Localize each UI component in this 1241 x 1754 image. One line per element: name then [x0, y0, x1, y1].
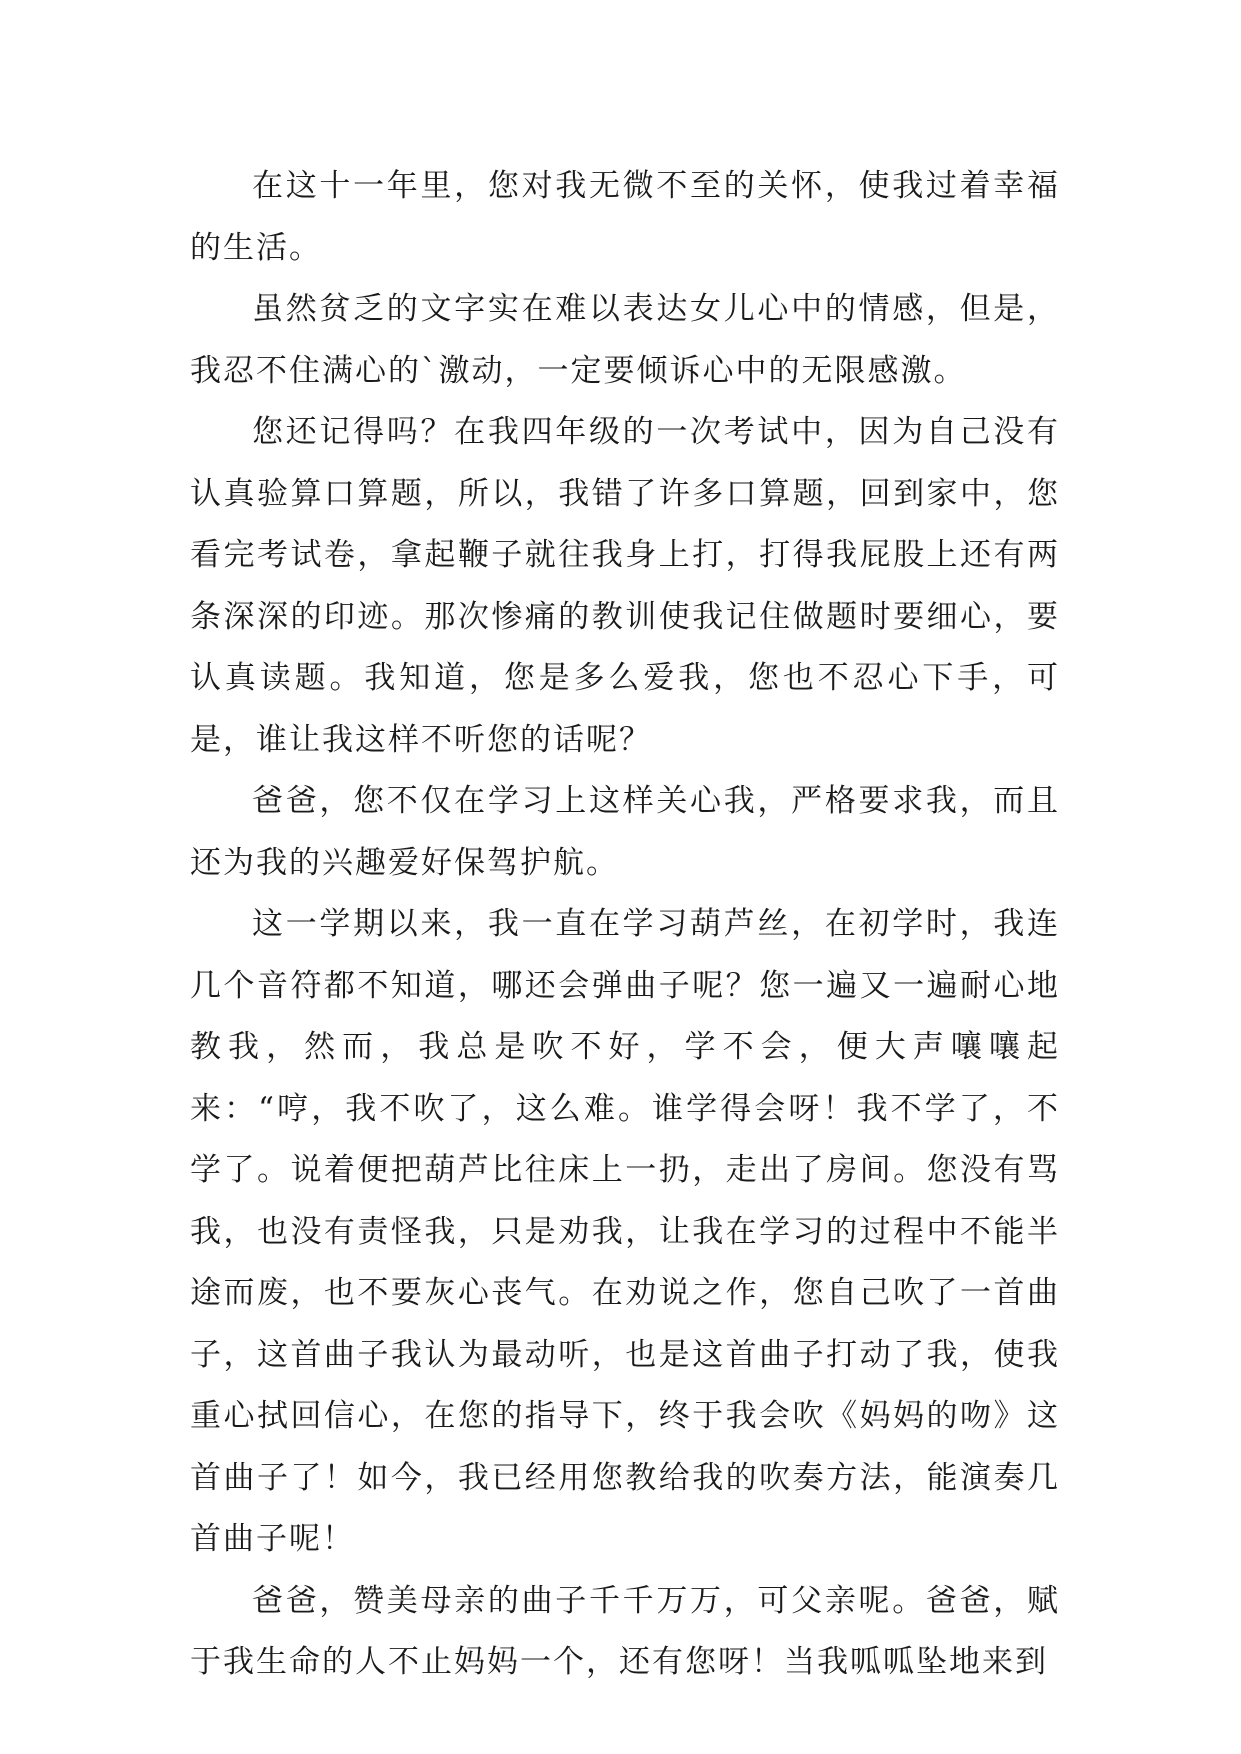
paragraph-2: 虽然贫乏的文字实在难以表达女儿心中的情感，但是，我忍不住满心的`激动，一定要倾诉心中的无限感激。 — [190, 291, 1060, 389]
paragraph-6: 爸爸，赞美母亲的曲子千千万万，可父亲呢。爸爸，赋于我生命的人不止妈妈一个，还有您呀！当我呱呱坠地来到 — [190, 1582, 1060, 1680]
document-body — [190, 156, 1060, 1694]
paragraph-4: 爸爸，您不仅在学习上这样关心我，严格要求我，而且还为我的兴趣爱好保驾护航。 — [190, 783, 1060, 881]
paragraph-1: 在这十一年里，您对我无微不至的关怀，使我过着幸福的生活。 — [190, 168, 1060, 266]
paragraph-5: 这一学期以来，我一直在学习葫芦丝，在初学时，我连几个音符都不知道，哪还会弹曲子呢？您一遍又一遍耐心地教我，然而，我总是吹不好，学不会，便大声嚷嚷起来：“哼，我不吹了，这么难。谁学得会呀！我不学了，不学了。说着便把葫芦比往床上一扔，走出了房间。您没有骂我，也没有责怪我，只是劝我，让我在学习的过程中不能半途而废，也不要灰心丧气。在劝说之作，您自己吹了一首曲子，这首曲子我认为最动听，也是这首曲子打动了我，使我重心拭回信心，在您的指导下，终于我会吹《妈妈的吻》这首曲子了！如今，我已经用您教给我的吹奏方法，能演奏几首曲子呢！ — [190, 906, 1060, 1557]
paragraph-3: 您还记得吗？在我四年级的一次考试中，因为自己没有认真验算口算题，所以，我错了许多口算题，回到家中，您看完考试卷，拿起鞭子就往我身上打，打得我屁股上还有两条深深的印迹。那次惨痛的教训使我记住做题时要细心，要认真读题。我知道，您是多么爱我，您也不忍心下手，可是，谁让我这样不听您的话呢？ — [190, 414, 1060, 758]
